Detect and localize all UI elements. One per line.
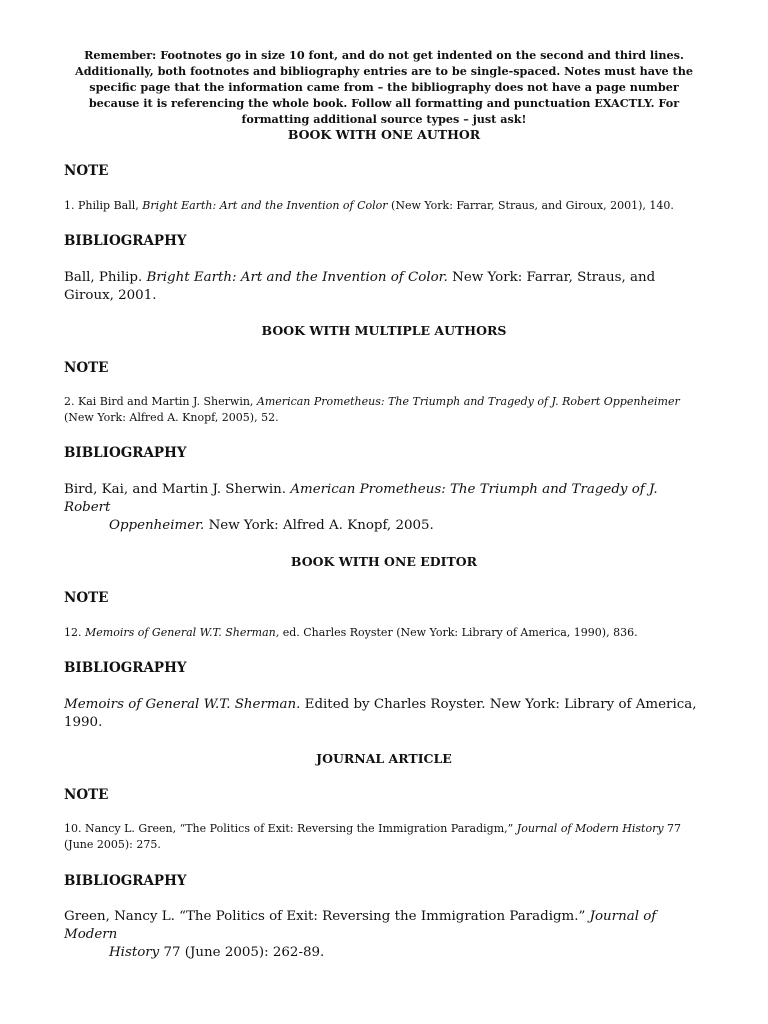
note-text: 77 (June 2005): 275. [64,822,682,851]
bib-title-continued: Oppenheimer. [109,518,205,533]
note-entry [64,198,714,214]
note-entry [64,821,704,853]
bib-text: Ball, Philip. [64,270,147,285]
note-label: NOTE [64,163,109,179]
bib-text: New York: Alfred A. Knopf, 2005. [204,518,434,533]
note-title: Bright Earth: Art and the Invention of Color [142,199,388,212]
note-title: American Prometheus: The Triumph and Tragedy of J. Robert Oppenheimer [256,395,680,408]
note-label: NOTE [64,590,109,606]
bib-text: Edited by Charles Royster. New York: Library of America, 1990. [64,697,697,730]
note-entry [64,625,714,641]
bibliography-entry [64,481,704,535]
note-text: 1. Philip Ball, [64,199,143,212]
note-text: 2. Kai Bird and Martin J. Sherwin, [64,395,257,408]
bib-title: Journal of Modern [64,909,657,942]
note-label: NOTE [64,787,109,803]
bibliography-entry [64,908,704,962]
bib-text: 77 (June 2005): 262-89. [159,945,325,960]
note-text: 10. Nancy L. Green, “The Politics of Exit: Reversing the Immigration Paradigm,” [64,822,517,835]
formatting-reminder: Remember: Footnotes go in size 10 font, and do not get indented on the second and third lines. Additionally, both footnotes and bibliography entries are to be single-spaced. Notes must have the specific page that the information came from – the bibliography does not have a page number because it is referencing the whole book. Follow all formatting and punctuation EXACTLY. For formatting additional source types – just ask! [75,48,693,126]
bibliography-label: BIBLIOGRAPHY [64,233,187,249]
note-text: (New York: Alfred A. Knopf, 2005), 52. [64,411,279,424]
bib-title: Memoirs of General W.T. Sherman. [64,697,301,712]
bibliography-label: BIBLIOGRAPHY [64,873,187,889]
bibliography-entry [64,696,704,732]
section-heading-journal-article: JOURNAL ARTICLE [316,751,452,766]
note-title: Memoirs of General W.T. Sherman, [85,626,280,639]
note-title: Journal of Modern History [516,822,664,835]
note-text: 12. [64,626,85,639]
bib-text: Bird, Kai, and Martin J. Sherwin. [64,482,291,497]
bibliography-label: BIBLIOGRAPHY [64,445,187,461]
bibliography-entry [64,269,704,305]
note-text: (New York: Farrar, Straus, and Giroux, 2001), 140. [387,199,674,212]
section-heading-book-multiple-authors: BOOK WITH MULTIPLE AUTHORS [261,323,507,338]
section-heading-book-one-editor: BOOK WITH ONE EDITOR [290,554,478,569]
note-label: NOTE [64,360,109,376]
note-text: ed. Charles Royster (New York: Library of America, 1990), 836. [279,626,638,639]
bibliography-label: BIBLIOGRAPHY [64,660,187,676]
section-heading-book-one-author: BOOK WITH ONE AUTHOR [287,127,481,142]
bib-title: Bright Earth: Art and the Invention of Color. [146,270,448,285]
note-entry [64,394,704,426]
bib-title: American Prometheus: The Triumph and Tragedy of J. Robert [64,482,658,515]
bib-text: Green, Nancy L. “The Politics of Exit: Reversing the Immigration Paradigm.” [64,909,590,924]
bib-text: New York: Farrar, Straus, and Giroux, 2001. [64,270,656,303]
bib-title-continued: History [109,945,160,960]
